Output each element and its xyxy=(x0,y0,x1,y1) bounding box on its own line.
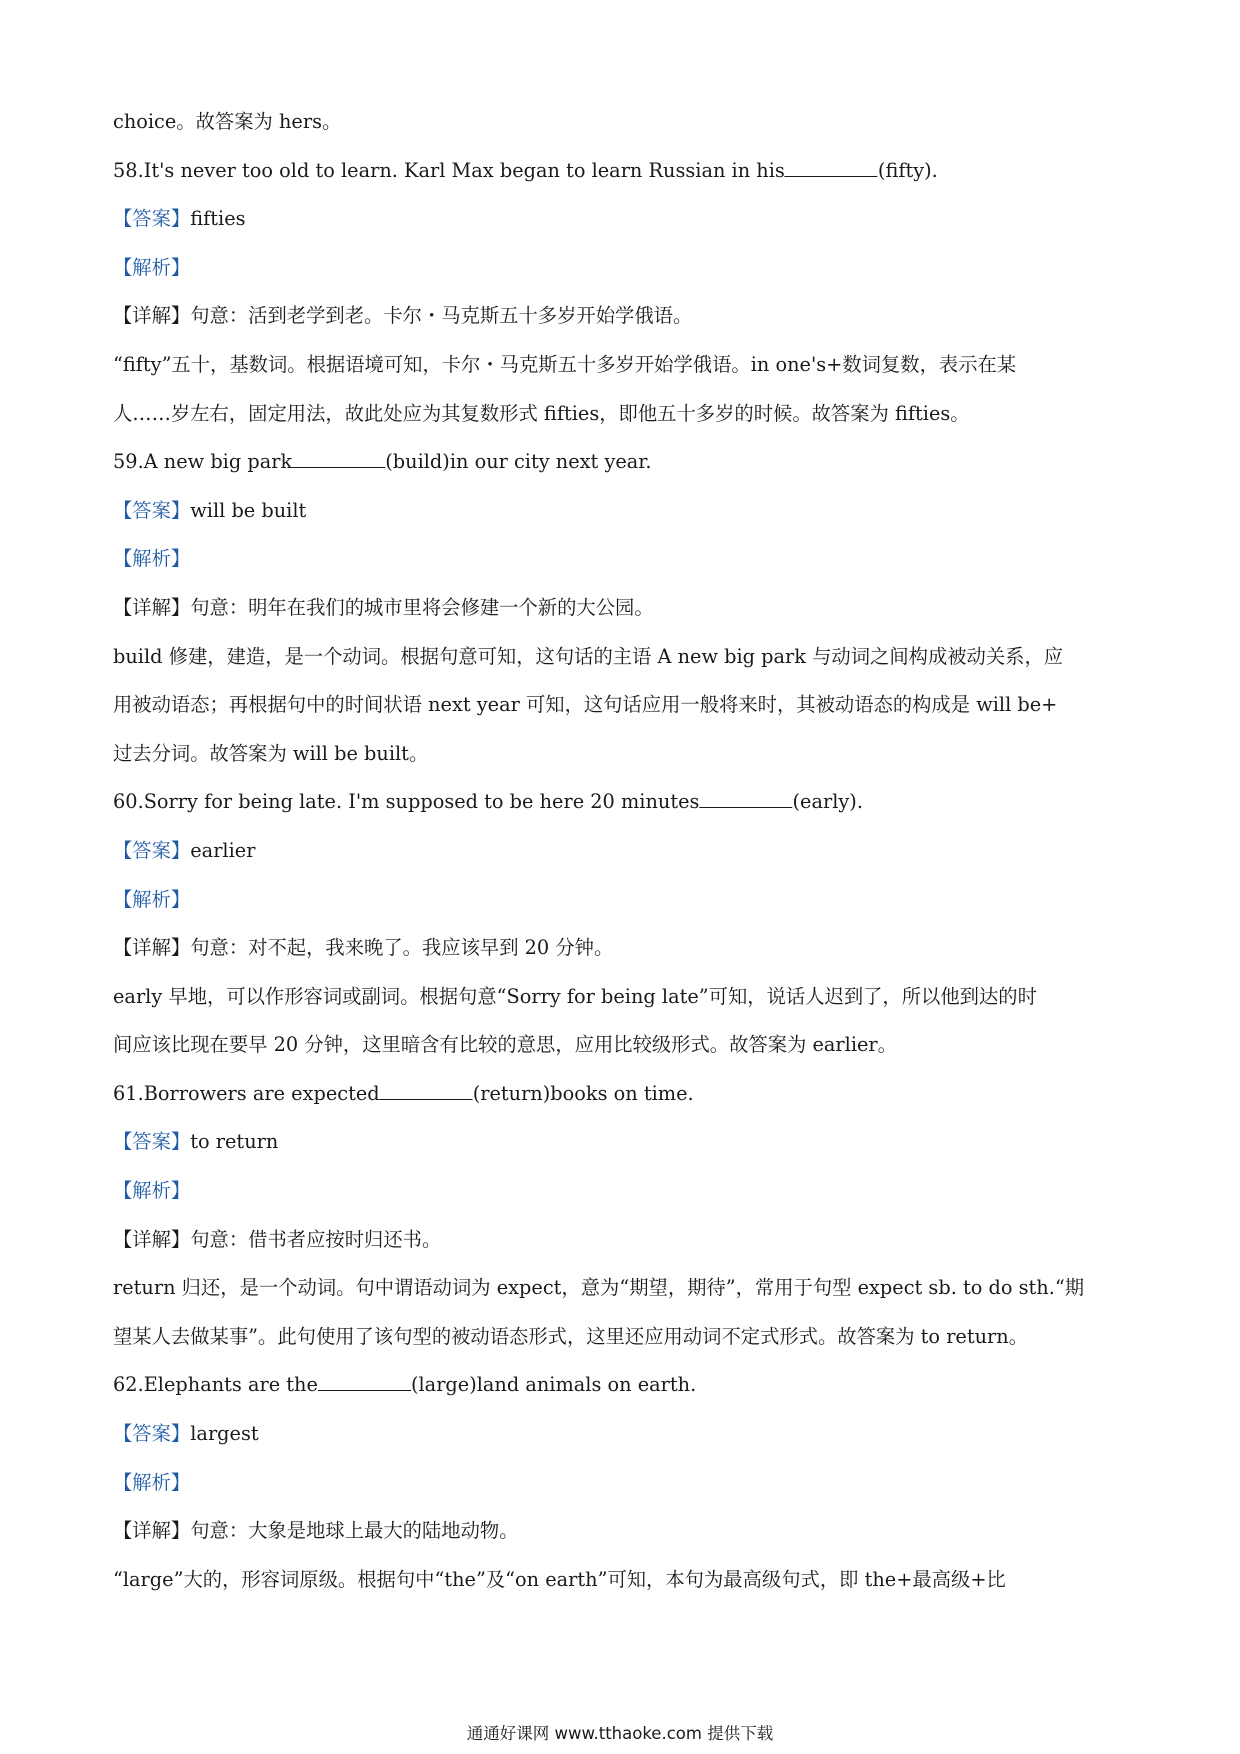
question-hint: (build)in our city next year. xyxy=(385,450,652,474)
question-hint: (early). xyxy=(792,790,863,814)
question-62 xyxy=(113,1361,1123,1410)
detail-62-line-2: “large”大的，形容词原级。根据句中“the”及“on earth”可知，本句为最高级句式，即 the+最高级+比 xyxy=(113,1567,1006,1591)
detail-text: 句意：大象是地球上最大的陆地动物。 xyxy=(190,1519,519,1543)
detail-60-line-1 xyxy=(113,924,1123,973)
answer-tag: 【答案】 xyxy=(113,498,191,522)
detail-61-line-3: 望某人去做某事”。此句使用了该句型的被动语态形式，这里还应用动词不定式形式。故答案为 to return。 xyxy=(113,1324,1029,1348)
answer-tag: 【答案】 xyxy=(113,1130,191,1154)
detail-61-line-2: return 归还，是一个动词。句中谓语动词为 expect，意为“期望，期待”，常用于句型 expect sb. to do sth.“期 xyxy=(113,1276,1085,1300)
detail-tag: 【详解】 xyxy=(113,595,191,619)
detail-60-line-2: early 早地，可以作形容词或副词。根据句意“Sorry for being late”可知，说话人迟到了，所以他到达的时 xyxy=(113,984,1037,1008)
detail-text: 句意：借书者应按时归还书。 xyxy=(190,1227,442,1251)
detail-61-line-1 xyxy=(113,1216,1123,1265)
question-text: 59.A new big park xyxy=(113,450,293,474)
answer-tag: 【答案】 xyxy=(113,838,191,862)
detail-58-line-3: 人……岁左右，固定用法，故此处应为其复数形式 fifties，即他五十多岁的时候。故答案为 fifties。 xyxy=(113,401,970,425)
answer-58 xyxy=(113,195,1123,244)
answer-blank xyxy=(380,1081,473,1100)
question-58 xyxy=(113,147,1123,196)
question-hint: (fifty). xyxy=(877,158,938,182)
detail-60-line-3: 间应该比现在要早 20 分钟，这里暗含有比较的意思，应用比较级形式。故答案为 earlier。 xyxy=(113,1033,897,1057)
answer-tag: 【答案】 xyxy=(113,1422,191,1446)
question-text: 62.Elephants are the xyxy=(113,1373,318,1397)
answer-value: fifties xyxy=(190,207,246,231)
analysis-heading: 【解析】 xyxy=(113,547,191,571)
answer-60 xyxy=(113,827,1123,876)
detail-tag: 【详解】 xyxy=(113,936,191,960)
answer-value: largest xyxy=(190,1422,259,1446)
answer-tag: 【答案】 xyxy=(113,207,191,231)
page-footer: 通通好课网 www.tthaoke.com 提供下载 xyxy=(466,1724,774,1743)
detail-59-line-4: 过去分词。故答案为 will be built。 xyxy=(113,741,429,765)
detail-text: 句意：明年在我们的城市里将会修建一个新的大公园。 xyxy=(190,595,654,619)
question-60 xyxy=(113,778,1123,827)
question-text: 60.Sorry for being late. I'm supposed to be here 20 minutes xyxy=(113,790,700,814)
answer-blank xyxy=(318,1372,411,1391)
analysis-heading: 【解析】 xyxy=(113,255,191,279)
answer-blank xyxy=(785,158,878,177)
answer-blank xyxy=(292,449,385,468)
analysis-heading: 【解析】 xyxy=(113,1179,191,1203)
analysis-heading: 【解析】 xyxy=(113,1470,191,1494)
detail-tag: 【详解】 xyxy=(113,1519,191,1543)
detail-tag: 【详解】 xyxy=(113,1227,191,1251)
question-text: 58.It's never too old to learn. Karl Max began to learn Russian in his xyxy=(113,158,785,182)
answer-value: earlier xyxy=(190,838,256,862)
text-line: choice。故答案为 hers。 xyxy=(113,110,342,133)
answer-value: will be built xyxy=(190,498,307,522)
question-hint: (return)books on time. xyxy=(472,1081,694,1105)
detail-58-line-2: “fifty”五十，基数词。根据语境可知，卡尔・马克斯五十多岁开始学俄语。in one's+数词复数，表示在某 xyxy=(113,352,1017,376)
answer-59 xyxy=(113,487,1123,536)
detail-59-line-1 xyxy=(113,584,1123,633)
detail-59-line-2: build 修建，建造，是一个动词。根据句意可知，这句话的主语 A new big park 与动词之间构成被动关系，应 xyxy=(113,644,1064,668)
answer-value: to return xyxy=(190,1130,279,1154)
detail-text: 句意：对不起，我来晚了。我应该早到 20 分钟。 xyxy=(190,936,614,960)
answer-61 xyxy=(113,1118,1123,1167)
question-61 xyxy=(113,1070,1123,1119)
document-body xyxy=(113,98,1133,1604)
detail-58-line-1 xyxy=(113,292,1123,341)
analysis-heading: 【解析】 xyxy=(113,887,191,911)
answer-blank xyxy=(699,789,792,808)
detail-59-line-3: 用被动语态；再根据句中的时间状语 next year 可知，这句话应用一般将来时，其被动语态的构成是 will be+ xyxy=(113,693,1058,717)
detail-text: 句意：活到老学到老。卡尔・马克斯五十多岁开始学俄语。 xyxy=(190,304,693,328)
detail-62-line-1 xyxy=(113,1507,1123,1556)
question-text: 61.Borrowers are expected xyxy=(113,1081,380,1105)
detail-tag: 【详解】 xyxy=(113,304,191,328)
question-59 xyxy=(113,438,1123,487)
answer-62 xyxy=(113,1410,1123,1459)
question-hint: (large)land animals on earth. xyxy=(410,1373,697,1397)
